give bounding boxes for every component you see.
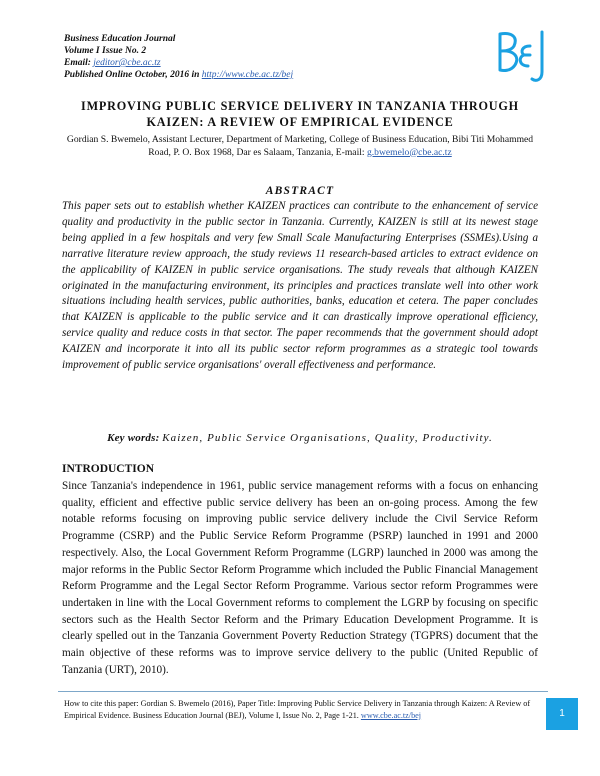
paper-title: IMPROVING PUBLIC SERVICE DELIVERY IN TANZANIA THROUGH KAIZEN: A REVIEW OF EMPIRICAL EVIDENCE: [81, 99, 519, 129]
introduction-heading: INTRODUCTION: [62, 463, 155, 475]
author-line: Gordian S. Bwemelo, Assistant Lecturer, Department of Marketing, College of Business Education, Bibi Titi Mohammed Road, P. O. Box 1968, Dar es Salaam, Tanzania, E-mail:: [66, 134, 534, 158]
author-affiliation: [62, 134, 538, 159]
keywords-value: Kaizen, Public Service Organisations, Quality, Productivity.: [162, 432, 493, 444]
journal-url-link[interactable]: http://www.cbe.ac.tz/bej: [201, 70, 294, 80]
keywords-label: Key words:: [107, 432, 160, 444]
footer-divider: [58, 691, 548, 692]
introduction-text: Since Tanzania's independence in 1961, public service management reforms with a focus on enhancing quality, efficient and effective public service delivery has been an on-going process. Among the few notable reforms focusing on improving public service delivery include the Civil Service Reform Programme (CSRP) and the Public Service Reform Programme (PSRP) launched in 1991 and 2000 respectively. Also, the Local Government Reform Programme (LGRP) launched in 2000 was among the major reforms in the Public Sector Reform Programme which included the Public Financial Management Reform Programme and the Legal Sector Reform Programme. Various sector reform Programmes were undertaken in line with the Local Government reforms to complement the LGRP by focusing on specific sectors such as the Health Sector Reform and the Primary Education Development Programme. It is clearly spelled out in the Tanzania Government Poverty Reduction Strategy (TGPRS) document that the main objective of these reforms was to improve service delivery to the public (United Republic of Tanzania (URT), 2010).: [62, 480, 538, 676]
journal-header: [64, 33, 293, 81]
journal-name: Business Education Journal: [64, 34, 176, 44]
published-line: [64, 69, 293, 81]
citation-footer: [64, 698, 534, 721]
citation-text: How to cite this paper: Gordian S. Bwemelo (2016), Paper Title: Improving Public Service Delivery in Tanzania through Kaizen: A Review of Empirical Evidence. Business Education Journal (BEJ), Volume I, Issue No. 2, Page 1-21.: [64, 699, 531, 720]
journal-email-line: [64, 57, 293, 69]
published-label: Published Online October, 2016 in: [64, 70, 200, 80]
email-label: Email:: [64, 58, 91, 68]
citation-url-link[interactable]: www.cbe.ac.tz/bej: [360, 710, 422, 720]
abstract-text: This paper sets out to establish whether KAIZEN practices can contribute to the enhancement of service quality and productivity in the public sector in Tanzania. Currently, KAIZEN is still at its newest stage being applied in a few hospitals and very few Small Scale Manufacturing Enterprises (SSMEs).Using a narrative literature review approach, the study reviews 11 research-based articles to extract evidence on the applicability of KAIZEN in public service organisations. The study reveals that although KAIZEN originated in the manufacturing environment, its principles and practices translate well into other work situations including health services, public authorities, banks, education et cetera. The paper concludes that KAIZEN is applicable to the public service and it can drastically improve operational efficiency, service quality and reduce costs in that sector. The paper recommends that the government should adopt KAIZEN and incorporate it into all its public sector reform programmes as a strategic tool towards improvement of public service organisations' overall effectiveness and performance.: [62, 200, 538, 372]
journal-email-link[interactable]: jeditor@cbe.ac.tz: [93, 58, 161, 68]
page-number: 1: [546, 698, 578, 730]
bej-logo: [492, 24, 552, 86]
abstract-heading: ABSTRACT: [265, 185, 335, 197]
keywords: [62, 432, 538, 444]
journal-volume: Volume I Issue No. 2: [64, 46, 147, 56]
author-email-link[interactable]: g.bwemelo@cbe.ac.tz: [366, 146, 452, 158]
